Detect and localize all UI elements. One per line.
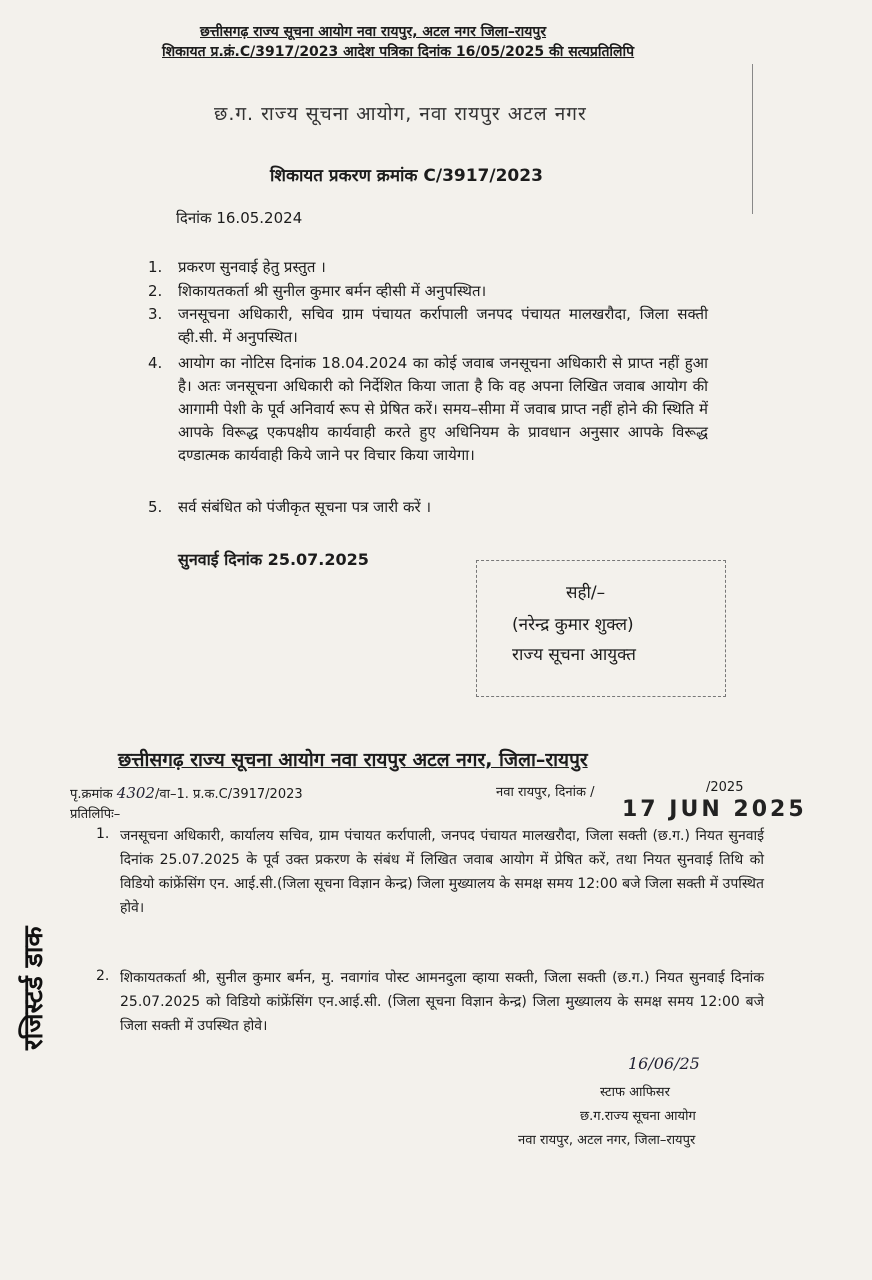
copy-item-number: 2. bbox=[96, 968, 110, 984]
order-item-text: सर्व संबंधित को पंजीकृत सूचना पत्र जारी करें । bbox=[178, 498, 432, 516]
reference-number bbox=[70, 784, 303, 802]
copy-item-text: शिकायतकर्ता श्री, सुनील कुमार बर्मन, मु. नवागांव पोस्ट आमनदुला व्हाया सक्ती, जिला सक्ती (छ.ग.) नियत सुनवाई दिनांक 25.07.2025 को विडियो कांफ्रेंसिंग एन.आई.सी. (जिला सूचना विज्ञान केन्द्र) जिला मुख्यालय के समक्ष समय 12:00 बजे जिला सक्ती में उपस्थित होवे। bbox=[120, 970, 764, 1034]
received-date-stamp: 17 JUN 2025 bbox=[622, 797, 807, 822]
case-title: शिकायत प्रकरण क्रमांक C/3917/2023 bbox=[270, 166, 543, 186]
signatory-name: (नरेन्द्र कुमार शुक्ल) bbox=[512, 615, 634, 635]
handwritten-initials: 16/06/25 bbox=[628, 1054, 700, 1073]
margin-rule bbox=[752, 64, 753, 214]
office-address: नवा रायपुर, अटल नगर, जिला–रायपुर bbox=[518, 1133, 696, 1148]
hearing-date: सुनवाई दिनांक 25.07.2025 bbox=[178, 550, 369, 569]
reference-suffix: /वा–1. प्र.क.C/3917/2023 bbox=[154, 787, 303, 802]
reference-handwritten-number: 4302 bbox=[116, 784, 155, 802]
copy-label: प्रतिलिपिः– bbox=[70, 807, 121, 822]
order-item-text: जनसूचना अधिकारी, सचिव ग्राम पंचायत कर्रापाली जनपद पंचायत मालखरौदा, जिला सक्ती व्ही.सी. में अनुपस्थित। bbox=[178, 305, 708, 346]
place-date: नवा रायपुर, दिनांक / bbox=[496, 785, 595, 800]
copy-item-number: 1. bbox=[96, 826, 110, 842]
signature-mark: सही/– bbox=[566, 583, 606, 603]
office-name: छ.ग.राज्य सूचना आयोग bbox=[580, 1109, 696, 1124]
order-item-text: आयोग का नोटिस दिनांक 18.04.2024 का कोई जवाब जनसूचना अधिकारी से प्राप्त नहीं हुआ है। अतः जनसूचना अधिकारी को निर्देशित किया जाता है कि वह अपना लिखित जवाब आयोग की आगामी पेशी के पूर्व अनिवार्य रूप से प्रेषित करें। समय–सीमा में जवाब प्राप्त नहीं होने की स्थिति में आपके विरूद्ध एकपक्षीय कार्यवाही करते हुए अधिनियम के प्रावधान अनुसार आपके विरूद्ध दण्डात्मक कार्यवाही किये जाने पर विचार किया जायेगा। bbox=[178, 354, 708, 464]
header-line-2: शिकायत प्र.क्रं.C/3917/2023 आदेश पत्रिका दिनांक 16/05/2025 की सत्यप्रतिलिपि bbox=[162, 44, 635, 60]
copy-item-text: जनसूचना अधिकारी, कार्यालय सचिव, ग्राम पंचायत कर्रापाली, जनपद पंचायत मालखरौदा, जिला सक्ती (छ.ग.) नियत सुनवाई दिनांक 25.07.2025 के पूर्व उक्त प्रकरण के संबंध में लिखित जवाब आयोग में प्रेषित करें, तथा नियत सुनवाई तिथि को विडियो कांफ्रेंसिंग एन. आई.सी.(जिला सूचना विज्ञान केन्द्र) जिला मुख्यालय के समक्ष समय 12:00 बजे जिला सक्ती में उपस्थित होवे। bbox=[120, 828, 764, 916]
place-date-year: /2025 bbox=[706, 780, 744, 795]
order-item-number: 5. bbox=[148, 498, 163, 516]
signatory-designation: राज्य सूचना आयुक्त bbox=[512, 645, 636, 665]
registered-post-stamp: रजिस्टर्ड डाक bbox=[19, 926, 49, 1050]
header-line-1: छत्तीसगढ़ राज्य सूचना आयोग नवा रायपुर, अटल नगर जिला–रायपुर bbox=[200, 24, 547, 40]
lower-title: छत्तीसगढ़ राज्य सूचना आयोग नवा रायपुर अटल नगर, जिला–रायपुर bbox=[118, 749, 588, 771]
reference-prefix: पृ.क्रमांक bbox=[70, 787, 113, 802]
order-item-text: प्रकरण सुनवाई हेतु प्रस्तुत । bbox=[178, 258, 326, 276]
order-item-number: 1. bbox=[148, 258, 163, 276]
order-item-number: 4. bbox=[148, 354, 163, 372]
order-item-number: 2. bbox=[148, 282, 163, 300]
officer-title: स्टाफ आफिसर bbox=[600, 1085, 670, 1100]
order-item-number: 3. bbox=[148, 305, 163, 323]
office-stamp: छ.ग. राज्य सूचना आयोग, नवा रायपुर अटल नगर bbox=[214, 103, 587, 125]
order-item-text: शिकायतकर्ता श्री सुनील कुमार बर्मन व्हीसी में अनुपस्थित। bbox=[178, 282, 487, 300]
order-date: दिनांक 16.05.2024 bbox=[176, 209, 303, 227]
